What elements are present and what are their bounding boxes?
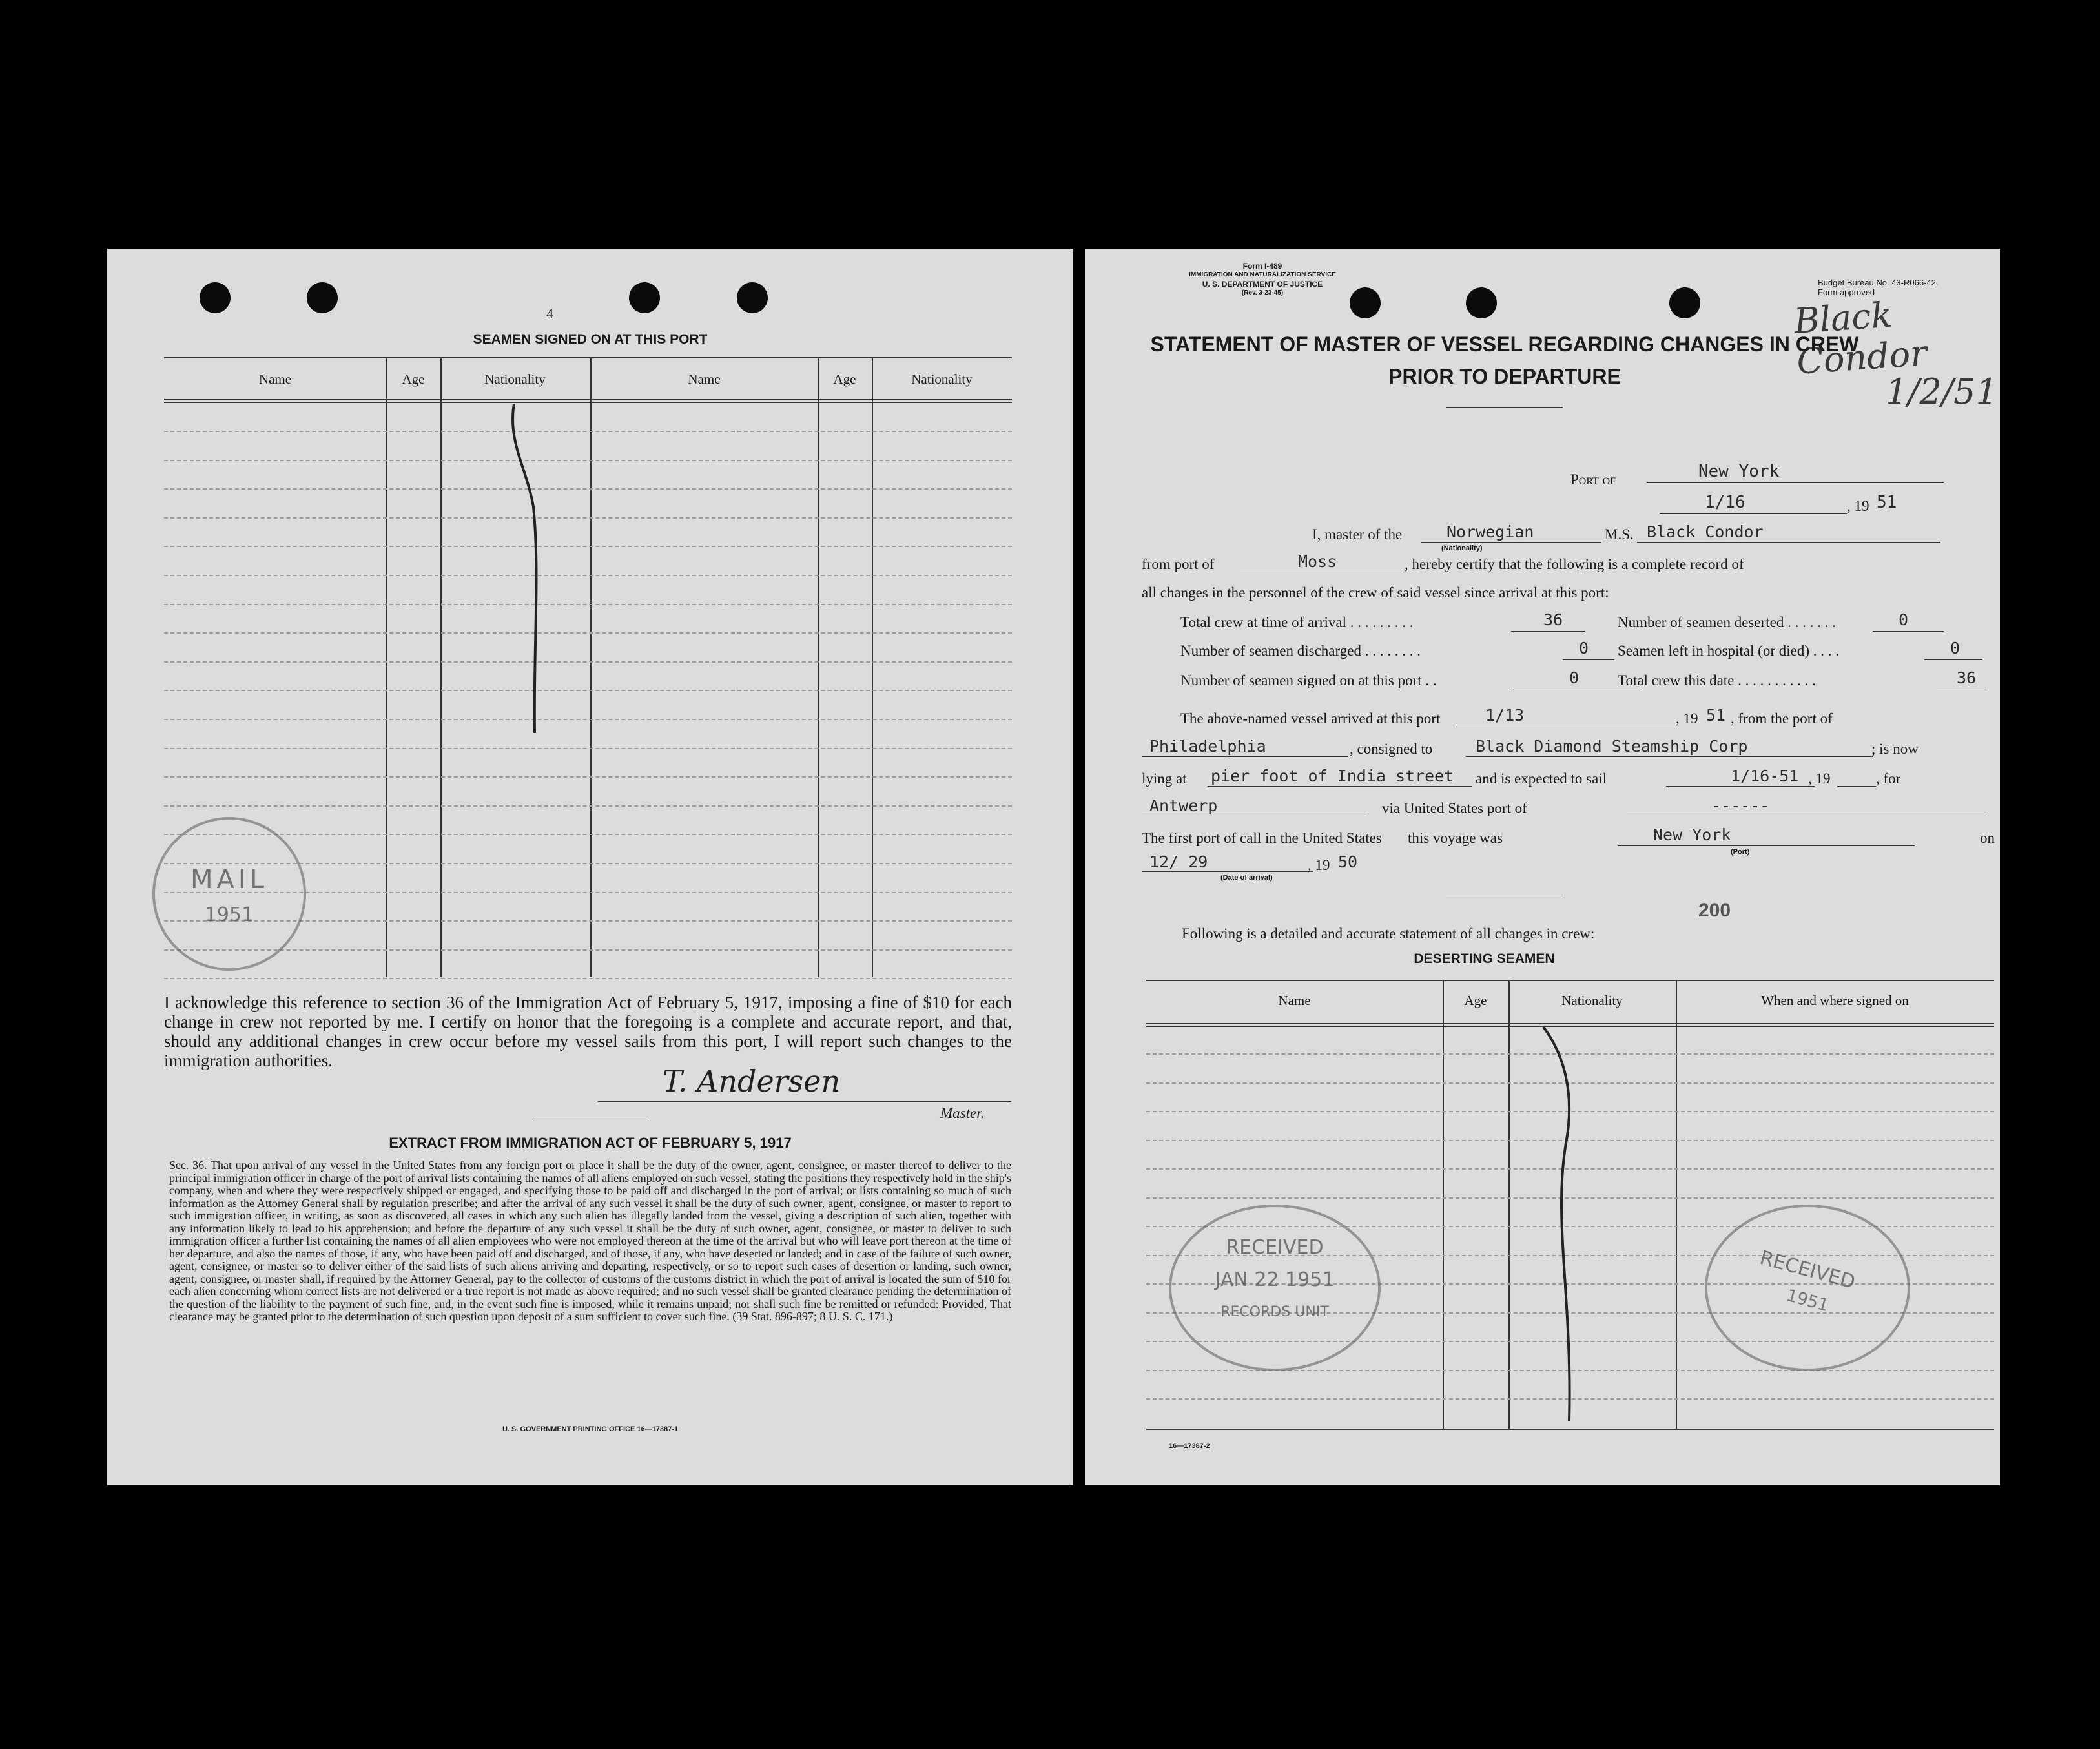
table-row [164, 488, 1012, 490]
table-row [164, 661, 1012, 663]
table-row [164, 690, 1012, 691]
punch-hole [737, 282, 768, 313]
budget-bureau: Budget Bureau No. 43-R066-42. Form approved [1818, 278, 1939, 297]
received-stamp: RECEIVED JAN 22 1951 RECORDS UNIT [1169, 1205, 1381, 1371]
date-value: 1/16 [1705, 493, 1745, 512]
extract-text: Sec. 36. That upon arrival of any vessel in the United States from any foreign port or place it shall be the duty of the owner, agent, consignee, or master thereof to deliver to the principal immigration officer in charge of the port of arrival lists containing the names of all aliens employed on such vessel, stating the positions they respectively hold in the ship's company, when and where they were respectively shipped or engaged, and specifying those to be paid off and discharged in the port of arrival; or lists containing so much of such information as the Attorney General shall by regulation prescribe; and after the arrival of any such vessel it shall be the duty of such owner, agent, consignee, or master to report to such immigration officer, in writing, as soon as discovered, all cases in which any such alien has illegally landed from the vessel, giving a description of such alien, together with any information likely to lead to his apprehension; and before the departure of any such vessel it shall be the duty of such owner, agent, consignee, or master to deliver to such immigration officer a further list containing the names of all alien employees who were not employed thereon at the time of the arrival but who will leave port thereon at the time of her departure, and also the names of those, if any, who have been paid off and discharged, and of those, if any, who have deserted or landed; and in case of the failure of such owner, agent, consignee, or master so to deliver either of the said lists of such aliens arriving and departing, respectively, or so to report such cases of desertion or landing, such owner, agent, consignee, or master shall, if required by the Attorney General, pay to the collector of customs of the customs district in which the port of arrival is located the sum of $10 for each alien concerning whom correct lists are not delivered or a true report is not made as above required; and no such vessel shall be granted clearance pending the determination of the question of the liability to the payment of such fine, and, in the event such fine is imposed, while it remains unpaid; nor shall such fine be remitted or refunded: Provided, That clearance may be granted prior to the determination of such question upon deposit of a sum sufficient to cover such fine. (39 Stat. 896-897; 8 U. S. C. 171.) [169, 1159, 1011, 1323]
printer-mark: U. S. GOVERNMENT PRINTING OFFICE 16—17387-1 [502, 1425, 678, 1433]
table-row [164, 517, 1012, 519]
master-label: Master. [940, 1105, 985, 1121]
punch-hole [1466, 287, 1497, 318]
crossout-line [1524, 1027, 1601, 1427]
table-row [164, 978, 1012, 979]
table-row [164, 776, 1012, 778]
extract-title: EXTRACT FROM IMMIGRATION ACT OF FEBRUARY 5, 1917 [389, 1135, 792, 1151]
table-row [164, 719, 1012, 720]
port-value: New York [1698, 462, 1780, 481]
page-number: 4 [546, 305, 553, 322]
table-row [164, 546, 1012, 547]
printer-mark: 16—17387-2 [1169, 1442, 1210, 1450]
form-subtitle: PRIOR TO DEPARTURE [1388, 365, 1621, 388]
punch-hole [1669, 287, 1700, 318]
col-nationality-2: Nationality [911, 371, 973, 387]
table-row [164, 748, 1012, 749]
col-age: Age [402, 371, 425, 387]
punch-hole [1350, 287, 1381, 318]
table-row [164, 834, 1012, 835]
ship-name: Black Condor [1647, 523, 1764, 541]
col-age-2: Age [833, 371, 856, 387]
right-page: Form I-489 IMMIGRATION AND NATURALIZATION SERVICE U. S. DEPARTMENT OF JUSTICE (Rev. 3-23-45) Budget Bureau No. 43-R066-42. Form approved Black Condor 1/2/51 STATEMENT OF MASTER OF VESSEL REGARDING CHANGES IN CREW PRIOR TO DEPARTURE Port of New York 1/16 , 19 51 I, master of the Norwegian (Nationality) M.S. Black Condor from port of Moss , hereby certify that the following is a complete record of all changes in the personnel of the crew of said vessel since arrival at this port: Total crew at time of arrival . . . . . . . . . 36 Number of seamen deserted . . . . . . . 0 Number of seamen discharged . . . . . . . . 0 Seamen left in hospital (or died) . . . . 0 Number of seamen signed on at this port . . 0 Total crew this date . . . . . . . . . . . 36 The above-named vessel arrived at this port 1/13 , 19 51 , from the port of Philadelphia , consigned to Black Diamond Steamship Corp ; is now lying at pier foot of India street and is expected to sail 1/16-51 , 19 , for Antwerp via United States port of ------ The first port of call in the United States this voyage was New York (Port) on 12/ 29 (Date of arrival) , 19 50 200 Following is a detailed and accurate statement of all changes in crew: DESERTING SEAMEN Name Age Nationality When and where signed on RECEIVED JAN 22 1951 RECORDS UNIT RECEIVED 1951 16—17387-2 [1085, 249, 2000, 1485]
table-title: SEAMEN SIGNED ON AT THIS PORT [473, 332, 708, 347]
col-nationality: Nationality [484, 371, 546, 387]
col-name-2: Name [688, 371, 721, 387]
table-row [164, 805, 1012, 807]
handwritten-date: 1/2/51 [1886, 371, 1998, 412]
stamped-number: 200 [1698, 900, 1731, 921]
table-row [164, 575, 1012, 576]
table-row [164, 431, 1012, 432]
from-port-value: Moss [1298, 552, 1337, 571]
form-title: STATEMENT OF MASTER OF VESSEL REGARDING CHANGES IN CREW [1150, 333, 1859, 356]
crossout-line [495, 404, 572, 740]
handwritten-vessel: Black Condor [1792, 294, 1928, 382]
nationality-value: Norwegian [1446, 523, 1534, 541]
form-header: Form I-489 IMMIGRATION AND NATURALIZATION SERVICE U. S. DEPARTMENT OF JUSTICE (Rev. 3-23-45) [1189, 262, 1336, 296]
punch-hole [200, 282, 231, 313]
table-row [164, 460, 1012, 461]
punch-hole [629, 282, 660, 313]
mail-stamp: MAIL 1951 [152, 817, 306, 971]
table-row [164, 949, 1012, 951]
left-page [107, 249, 1073, 1485]
table-row [164, 632, 1012, 634]
master-signature: T. Andersen [663, 1064, 841, 1099]
received-stamp-2: RECEIVED 1951 [1705, 1205, 1910, 1371]
col-name: Name [258, 371, 292, 387]
deserting-title: DESERTING SEAMEN [1414, 951, 1555, 966]
acknowledgment-text: I acknowledge this reference to section 36 of the Immigration Act of February 5, 1917, imposing a fine of $10 for each change in crew not reported by me. I certify on honor that the foregoing is a complete and accurate report, and that, should any additional changes in crew occur before my vessel sails from this port, I will report such changes to the immigration authorities. [164, 993, 1012, 1070]
table-row [164, 604, 1012, 605]
punch-hole [307, 282, 338, 313]
